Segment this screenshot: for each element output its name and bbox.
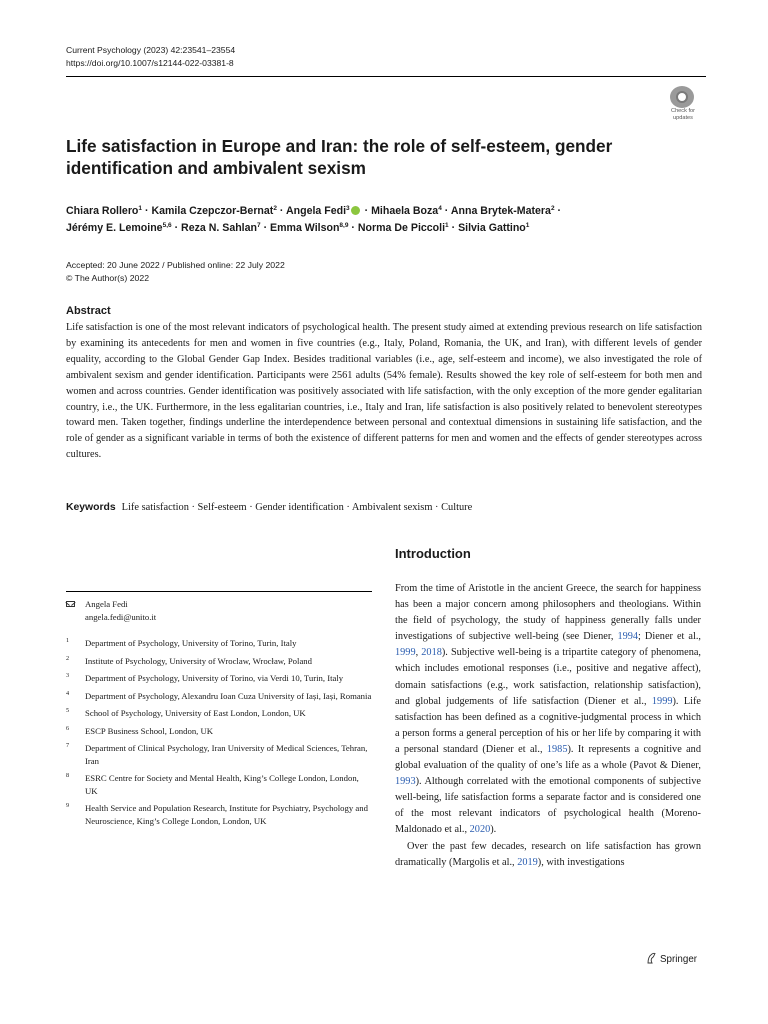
affiliation-text: School of Psychology, University of East London, London, UK: [85, 708, 306, 718]
orcid-icon[interactable]: [351, 206, 360, 215]
corresponding-author-name: Angela Fedi: [85, 599, 128, 609]
author-name[interactable]: Silvia Gattino: [458, 221, 526, 234]
author-name[interactable]: Jérémy E. Lemoine: [66, 221, 163, 234]
introduction-paragraph-2: [395, 839, 701, 871]
author-name[interactable]: Emma Wilson: [270, 221, 340, 234]
keywords-heading: Keywords: [66, 502, 116, 513]
paragraph-text: ). It represents a cognitive and global evaluation of the quality of one’s life as a whole (Pavot & Diener,: [395, 743, 701, 772]
affiliation-number: 5: [66, 707, 70, 714]
check-for-updates-label[interactable]: Check for updates: [671, 108, 695, 121]
author-affiliation-marker: 1: [138, 205, 143, 212]
citation-link[interactable]: 1999: [651, 695, 673, 707]
journal-header: [66, 44, 235, 70]
author-name[interactable]: Anna Brytek-Matera: [450, 205, 551, 217]
publisher-name: Springer: [660, 954, 698, 965]
affiliation-item: [66, 802, 372, 827]
paragraph-text: ). Subjective well-being is a tripartite category of phenomena, which includes emotional responses (i.e., positive and negative affect), domain satisfactions (e.g., work satisfaction, relationship satisfaction), and global judgements of life satisfaction (Diener et al.,: [395, 647, 702, 707]
affiliation-number: 9: [66, 802, 70, 809]
abstract-heading: Abstract: [66, 305, 111, 317]
correspondence: [66, 598, 372, 623]
affiliation-text: Department of Psychology, University of Torino, Turin, Italy: [85, 638, 297, 648]
affiliation-number: 3: [66, 672, 70, 679]
paragraph-text: ). Although correlated with the emotional components of subjective well-being, life satisfaction forms a separate factor and is considered one of the most relevant indicators of psychological health (Moreno-Maldonado et al.,: [395, 776, 701, 836]
citation-link[interactable]: 1993: [395, 776, 416, 788]
affiliation-item: [66, 742, 372, 767]
footnote-divider: [66, 591, 372, 592]
accepted-published-date: Accepted: 20 June 2022 / Published online: 22 July 2022: [66, 260, 285, 270]
affiliation-text: ESRC Centre for Society and Mental Health, King’s College London, London, UK: [85, 773, 359, 796]
keywords-list: Life satisfaction · Self-esteem · Gender identification · Ambivalent sexism · Culture: [121, 502, 473, 513]
affiliation-text: Department of Psychology, University of Torino, via Verdi 10, Turin, Italy: [85, 673, 344, 683]
article-title: Life satisfaction in Europe and Iran: the role of self-esteem, gender identification and ambivalent sexism: [66, 136, 613, 178]
author-name[interactable]: Reza N. Sahlan: [181, 221, 257, 234]
affiliation-number: 7: [66, 742, 70, 749]
introduction-body: [395, 581, 701, 871]
publication-dates: [66, 259, 285, 284]
affiliation-text: Health Service and Population Research, Institute for Psychiatry, Psychology and Neuroscience, King’s College London, London, UK: [85, 803, 368, 826]
affiliation-item: [66, 707, 372, 720]
affiliation-item: [66, 672, 372, 685]
citation-link[interactable]: 2018: [421, 647, 442, 659]
affiliation-number: 8: [66, 772, 70, 779]
paragraph-text: From the time of Aristotle in the ancient Greece, the search for happiness has been a major concern among philosophers and theologians. Within the field of psychology, the study of happiness generally falls under investigations of subjective well-being (see Diener,: [395, 583, 701, 643]
paragraph-text: ), with investigations: [537, 856, 625, 868]
check-for-updates-icon[interactable]: [670, 86, 694, 108]
citation-link[interactable]: 2019: [517, 856, 538, 868]
paragraph-text: ; Diener et al.,: [638, 631, 701, 643]
author-name[interactable]: Norma De Piccoli: [357, 221, 446, 234]
corresponding-author-email[interactable]: angela.fedi@unito.it: [85, 611, 157, 622]
affiliation-item: [66, 690, 372, 703]
author-affiliation-marker: 4: [438, 205, 442, 212]
envelope-icon: [66, 601, 75, 607]
paragraph-text: ).: [490, 824, 497, 836]
affiliation-text: Institute of Psychology, University of Wroclaw, Wrocław, Poland: [85, 655, 312, 666]
journal-citation: Current Psychology (2023) 42:23541–23554: [66, 45, 236, 55]
affiliation-item: [66, 655, 372, 668]
citation-link[interactable]: 1994: [617, 631, 639, 643]
citation-link[interactable]: 1985: [546, 743, 568, 755]
affiliation-number: 2: [66, 654, 70, 662]
author-name[interactable]: Angela Fedi: [285, 205, 347, 217]
affiliation-number: 1: [66, 637, 70, 644]
affiliation-list: [66, 637, 372, 832]
author-affiliation-marker: 5,6: [162, 221, 172, 229]
springer-horse-icon: [646, 952, 656, 964]
author-affiliation-marker: 7: [257, 221, 261, 229]
affiliation-item: [66, 772, 372, 797]
publisher-logo: [646, 952, 697, 965]
affiliation-item: [66, 725, 372, 738]
author-affiliation-marker: 2: [273, 205, 277, 212]
affiliation-text: ESCP Business School, London, UK: [85, 725, 214, 736]
author-affiliation-marker: 1: [445, 221, 449, 229]
affiliation-item: [66, 637, 372, 650]
affiliation-number: 6: [66, 724, 70, 732]
author-name[interactable]: Chiara Rollero: [66, 205, 139, 217]
author-affiliation-marker: 2: [550, 205, 555, 212]
paragraph-text: Over the past few decades, research on life satisfaction has grown dramatically (Margolis et al.,: [395, 840, 701, 868]
abstract-text: Life satisfaction is one of the most relevant indicators of psychological health. The present study aimed at extending previous research on life satisfaction by examining its antecedents for men and women in five countries (e.g., Italy, Poland, Romania, the UK, and Iran), with different levels of gender equality, according to the Global Gender Gap Index. Besides traditional variables (i.e., age, self-esteem and income), we also investigated the role of ambivalent sexism and gender identification. Participants were 2561 adults (54% female). Results showed the key role of self-esteem for both men and women and across countries. Gender identification was positively associated with life satisfaction, with the only exception of the more gender egalitarian country, i.e., the UK. Furthermore, in the less egalitarian countries, i.e., Italy and Iran, life satisfaction is also positively related to benevolent stereotypes toward men. Taken together, findings underline the interdependence between personal and contextual dimensions in sustaining life satisfaction, and the role of gender as a significant variable in terms of both the existence of different patterns for men and women and the effects of gender stereotypes across cultures.: [66, 322, 702, 461]
paragraph-text: ,: [415, 647, 422, 659]
author-affiliation-marker: 8,9: [339, 221, 349, 229]
affiliation-text: Department of Clinical Psychology, Iran University of Medical Sciences, Tehran, Iran: [85, 743, 368, 766]
author-affiliation-marker: 1: [525, 221, 530, 229]
introduction-heading: Introduction: [395, 546, 471, 561]
author-affiliation-marker: 3: [346, 205, 350, 212]
paragraph-text: ). Life satisfaction has been defined as a cognitive-judgmental process in which a person forms a general perception of his or her life by comparing it with a personal standard (Diener et al.,: [395, 695, 701, 755]
header-divider: [66, 76, 706, 77]
affiliation-text: Department of Psychology, Alexandru Ioan Cuza University of Iași, Iași, Romania: [85, 690, 372, 701]
author-list: Chiara Rollero$^1$ · Kamila Czepczor-Bernat$^2$ · Angela Fedi$^3$ · Mihaela Boza$^4$ · Anna Brytek-Matera$^2$ · Jérémy E. Lemoine$^{5,6}$ · Reza N. Sahlan$^7$ · Emma Wilson$^{8,9}$ · Norma De Piccoli$^1$ · Silvia Gattino$^1$: [66, 205, 562, 234]
citation-link[interactable]: 2020: [469, 824, 491, 836]
doi-link[interactable]: https://doi.org/10.1007/s12144-022-03381-8: [66, 58, 234, 68]
introduction-paragraph-1: [395, 581, 701, 839]
copyright-notice: © The Author(s) 2022: [66, 272, 150, 283]
citation-link[interactable]: 1999: [395, 647, 416, 659]
affiliation-number: 4: [66, 689, 70, 697]
author-name[interactable]: Kamila Czepczor-Bernat: [151, 205, 274, 217]
author-name[interactable]: Mihaela Boza: [371, 205, 439, 217]
keywords: [66, 500, 706, 515]
